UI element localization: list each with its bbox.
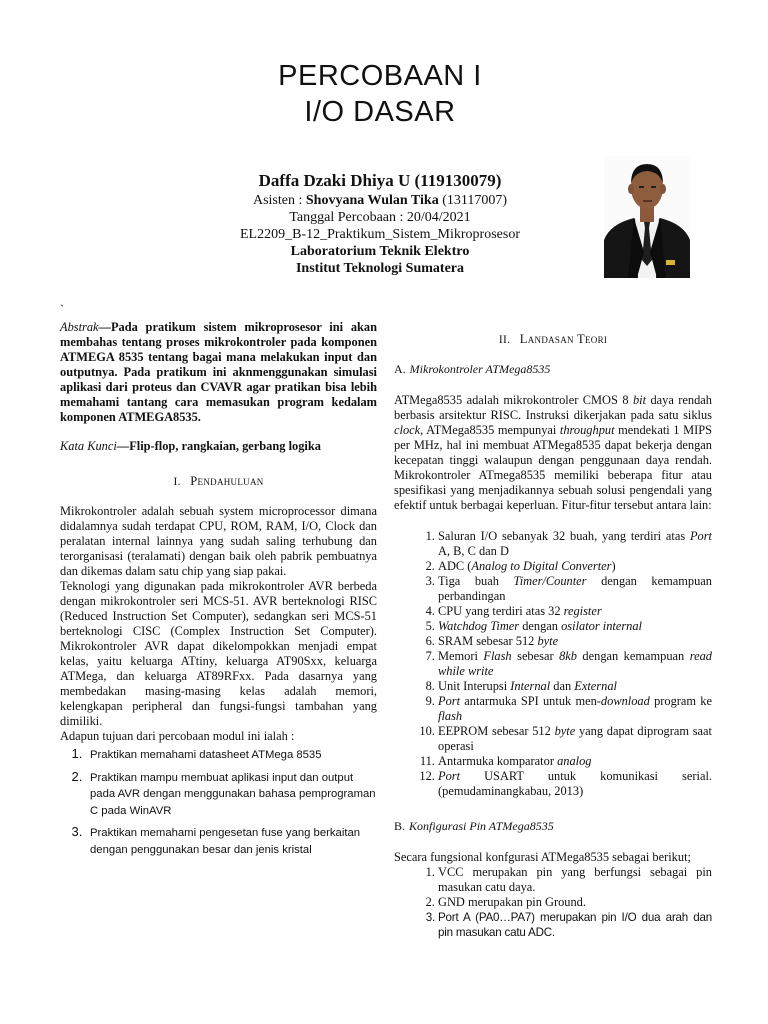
title-line-2: I/O DASAR [304,96,456,128]
text-run: ATMega8535 adalah mikrokontroler CMOS 8 [394,393,633,407]
text-run: daya rendah berbasis arsitektur RISC. Instruksi dikerjakan pada satu siklus [394,393,713,422]
list-item [438,724,712,754]
text-run: flash [438,709,463,723]
asisten-label: Asisten : [252,193,306,208]
list-item: 1. Praktikan memahami datasheet ATMega 8535 [86,746,377,764]
text-run: mendekati 1 MIPS per MHz, hal ini membuat ATMega8535 dapat bekerja dengan kecepatan tinggi walaupun dengan penggunaan daya rendah. Mikrokontroler ATmega8535 memiliki beberapa fitur atau spesifikasi yang menjadikannya sebuah solusi pengendali yang efektif untuk berbagai keperluan. Fitur-fitur tersebut antara lain: [394,423,712,512]
text-run: Unit Interupsi [438,679,511,693]
section-number: II. [498,334,511,346]
lab-name: Laboratorium Teknik Elektro [290,244,470,259]
text-run: register [563,604,602,618]
text-run: clock [394,423,421,437]
text-run: Saluran I/O sebanyak 32 buah, yang terdiri atas [438,529,690,543]
list-item [438,574,712,604]
section-heading-2 [394,332,712,348]
abstract-label: Abstrak [60,320,99,334]
text-run: osilator internal [561,619,642,633]
subsection-letter: A. [394,362,406,376]
text-run: SRAM sebesar 512 [438,634,538,648]
list-item: 3. Praktikan memahami pengesetan fuse yang berkaitan dengan penggunakan besar dan jenis kristal [86,824,377,858]
subsection-title: Konfigurasi Pin ATMega8535 [409,819,554,833]
text-run: Analog to Digital Converter [471,559,612,573]
list-item [438,559,712,574]
asisten-line [230,192,530,209]
text-run: Watchdog Timer [438,619,520,633]
text-run: download [600,694,650,708]
section-heading-1 [60,474,377,490]
text-run: byte [554,724,576,738]
text-run: A, B, C dan D [438,544,509,558]
section-title: Landasan Teori [519,332,608,346]
abstract-text: —Pada pratikum sistem mikroprosesor ini akan membahas tentang proses mikrokontroler pada komponen ATMEGA 8535 tentang bagai mana melakukan input dan outputnya. Pada pratikum ini aknmenggunakan simulasi aplikasi dari proteus dan CVAVR agar pratikan bisa lebih memahami tantang cara memasukan program kedalam komponen ATMEGA8535. [60,320,377,424]
text-run: Tiga buah [438,574,514,588]
text-run: byte [537,634,559,648]
keywords-text: —Flip-flop, rangkaian, gerbang logika [116,439,321,453]
right-column [394,332,712,940]
atmega-intro-paragraph [394,393,712,513]
text-run: , ATMega8535 mempunyai [420,423,560,437]
text-run: Port [689,529,712,543]
list-item [438,679,712,694]
text-run: CPU yang terdiri atas 32 [438,604,564,618]
list-item [438,634,712,649]
text-run: Port [438,694,461,708]
subsection-title: Mikrokontroler ATMega8535 [409,362,551,376]
pin-intro: Secara fungsional konfgurasi ATMega8535 sebagai berikut; [394,850,691,864]
keywords [60,439,377,454]
list-item: 2. GND merupakan pin Ground. [438,895,712,910]
intro-paragraph-3: Adapun tujuan dari percobaan modul ini ialah : [60,729,295,743]
author-photo [604,156,690,278]
abstract [60,320,377,425]
list-item: 1. VCC merupakan pin yang berfungsi sebagai pin masukan catu daya. [438,865,712,895]
author-block [230,170,530,277]
list-item [438,619,712,634]
paper-title [0,58,760,130]
pins-list [394,865,712,940]
text-run: throughput [559,423,615,437]
intro-paragraph-1: Mikrokontroler adalah sebuah system microprocessor dimana didalamnya sudah terdapat CPU, ROM, RAM, I/O, Clock dan peralatan internal lainnya yang sudah saling terhubung dan terorganisasi (teralamati) dengan baik oleh pabrik pembuatnya dan dikemas dalam satu chip yang siap pakai. [60,504,377,578]
text-run: bit [632,393,647,407]
text-run: Timer/Counter [513,574,587,588]
text-run: External [574,679,617,693]
keywords-label: Kata Kunci [60,439,117,453]
institute-name: Institut Teknologi Sumatera [295,261,465,276]
text-run: Antarmuka komparator [438,754,558,768]
text-run: dengan kemampuan [576,649,690,663]
text-run: sebesar [511,649,560,663]
text-run: Flash [483,649,512,663]
list-item [438,529,712,559]
text-run: read while write [438,649,712,678]
asisten-name: Shovyana Wulan Tika [305,193,439,208]
author-name: Daffa Dzaki Dhiya U (119130079) [258,171,502,190]
asisten-id: (13117007) [438,193,508,208]
text-run: Port [438,769,461,783]
text-run: dengan kemampuan perbandingan [438,574,712,603]
text-run: Internal [510,679,551,693]
intro-paragraph-2: Teknologi yang digunakan pada mikrokontroler AVR berbeda dengan mikrokontroler seri MCS-51. AVR berteknologi RISC (Reduced Instruction Set Computer), sedangkan seri MCS-51 berteknologi CISC (Complex Instruction Set Computer). Mikrokontroler AVR dapat dikelompokkan menjadi empat kelas, yaitu keluarga ATtiny, keluarga AT90Sxx, keluarga ATMega, dan keluarga AT89RFxx. Pada dasarnya yang membedakan masing-masing kelas adalah memori, kelengkapan peripheral dan fungsi-fungsi tambahan yang dimiliki. [60,579,377,728]
subsection-b-heading [394,819,712,834]
list-item [438,754,712,769]
text-run: dan [550,679,575,693]
text-run: Memori [438,649,484,663]
text-run: analog [557,754,592,768]
text-run: ) [611,559,616,573]
tanggal-percobaan: Tanggal Percobaan : 20/04/2021 [289,210,471,225]
list-item [438,769,712,799]
title-line-1: PERCOBAAN I [278,60,482,92]
text-run: dengan [519,619,562,633]
list-item [438,649,712,679]
subsection-a-heading [394,362,712,377]
text-run: USART untuk komunikasi serial. (pemudaminangkabau, 2013) [438,769,712,798]
text-run: antarmuka SPI untuk men- [460,694,601,708]
stray-mark: ` [60,302,64,316]
list-item [438,604,712,619]
list-item [438,694,712,724]
list-item: 3. Port A (PA0…PA7) merupakan pin I/O dua arah dan pin masukan catu ADC. [438,910,712,940]
text-run: yang dapat diprogram saat operasi [438,724,712,753]
course-code: EL2209_B-12_Praktikum_Sistem_Mikroprosesor [240,227,520,242]
section-title: Pendahuluan [190,474,264,488]
goals-list [60,746,377,858]
text-run: EEPROM sebesar 512 [438,724,555,738]
text-run: 8kb [559,649,577,663]
list-item: 2. Praktikan mampu membuat aplikasi input dan output pada AVR dengan menggunakan bahasa pemprograman C pada WinAVR [86,769,377,820]
left-column [60,320,377,863]
text-run: program ke [649,694,712,708]
section-number: I. [173,476,181,488]
text-run: ADC ( [438,559,472,573]
subsection-letter: B. [394,819,406,833]
features-list [394,529,712,799]
